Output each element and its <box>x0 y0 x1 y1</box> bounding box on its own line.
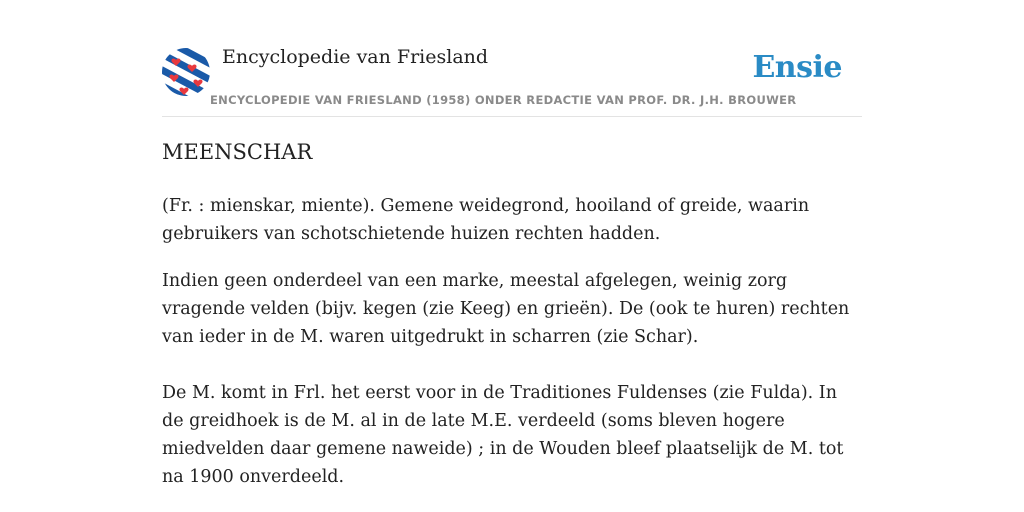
entry-headword: MEENSCHAR <box>162 140 313 164</box>
ensie-logo[interactable]: Ensie <box>752 50 842 85</box>
entry-body <box>162 192 862 491</box>
source-subtitle: ENCYCLOPEDIE VAN FRIESLAND (1958) ONDER REDACTIE VAN PROF. DR. J.H. BROUWER <box>210 93 797 107</box>
header <box>162 46 862 117</box>
entry-paragraph: (Fr. : mienskar, miente). Gemene weidegrond, hooiland of greide, waarin gebruikers van schotschietende huizen rechten hadden. <box>162 196 810 244</box>
entry-paragraph: Indien geen onderdeel van een marke, meestal afgelegen, weinig zorg vragende velden (bijv. kegen (zie Keeg) en grieën). De (ook te huren) rechten van ieder in de M. waren uitgedrukt in scharren (zie Schar). <box>162 271 850 347</box>
friesland-flag-icon[interactable] <box>162 48 210 96</box>
entry-paragraph: De M. komt in Frl. het eerst voor in de Traditiones Fuldenses (zie Fulda). In de greidhoek is de M. al in de late M.E. verdeeld (soms bleven hogere miedvelden daar gemene naweide) ; in de Wouden bleef plaatselijk de M. tot na 1900 onverdeeld. <box>162 383 844 487</box>
site-title[interactable]: Encyclopedie van Friesland <box>222 46 489 68</box>
